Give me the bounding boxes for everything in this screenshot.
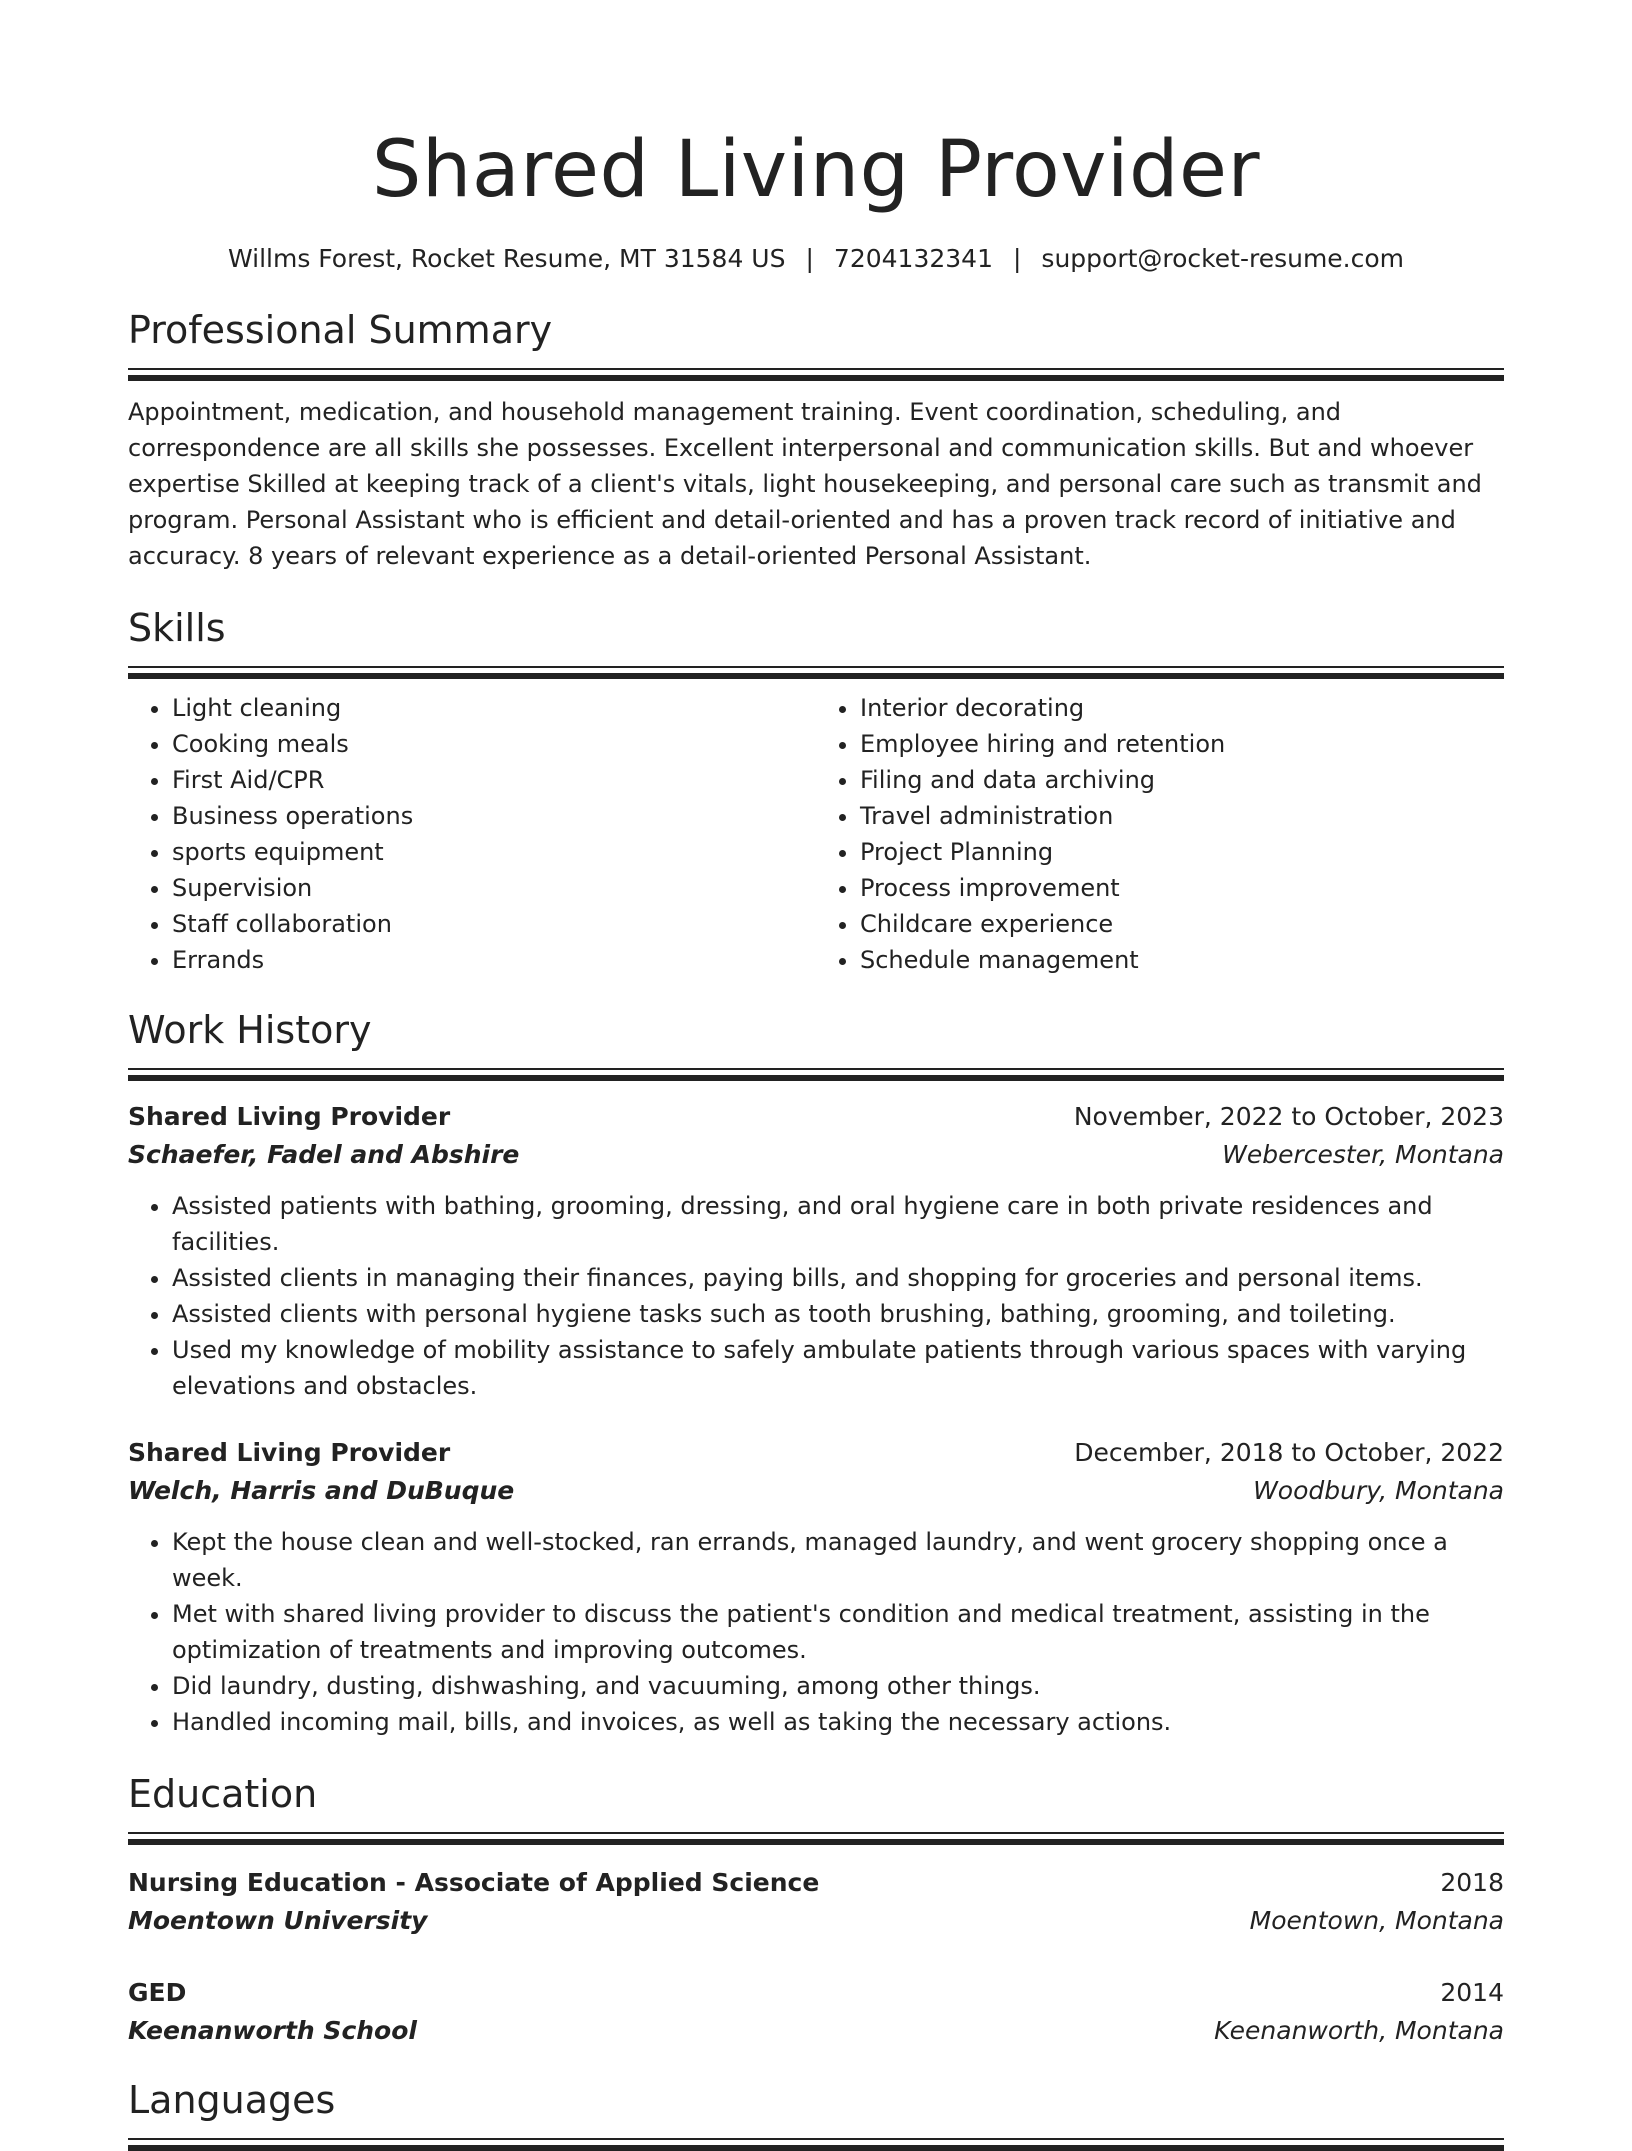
contact-phone: 7204132341	[833, 244, 993, 273]
education-header	[128, 1864, 1504, 1902]
education-subheader	[128, 1902, 1504, 1940]
skills-right-list	[816, 690, 1504, 978]
job-dates: November, 2022 to October, 2023	[1073, 1102, 1504, 1131]
summary-section	[128, 306, 1504, 574]
job-title: Shared Living Provider	[128, 1438, 451, 1467]
education-title: Education	[128, 1772, 318, 1816]
job-dates: December, 2018 to October, 2022	[1074, 1438, 1504, 1467]
section-divider	[128, 2138, 1504, 2150]
skill-item: • Interior decorating	[860, 690, 1504, 726]
education-header	[128, 1974, 1504, 2012]
job-bullets	[128, 1524, 1504, 1740]
education-entry	[128, 1864, 1504, 1940]
skill-item: • Schedule management	[860, 942, 1504, 978]
job-location: Woodbury, Montana	[1253, 1476, 1504, 1505]
job-bullet: • Assisted clients with personal hygiene tasks such as tooth brushing, bathing, grooming, and toileting.	[172, 1296, 1504, 1332]
job-bullet: • Handled incoming mail, bills, and invoices, as well as taking the necessary actions.	[172, 1704, 1504, 1740]
job-bullet: • Used my knowledge of mobility assistance to safely ambulate patients through various spaces with varying elevations and obstacles.	[172, 1332, 1504, 1404]
job-bullet: • Assisted clients in managing their finances, paying bills, and shopping for groceries and personal items.	[172, 1260, 1504, 1296]
job-subheader	[128, 1472, 1504, 1510]
skill-item: • Supervision	[172, 870, 816, 906]
skill-item: • Project Planning	[860, 834, 1504, 870]
education-year: 2014	[1440, 1978, 1504, 2007]
languages-section	[128, 2076, 1504, 2150]
skill-item: • Employee hiring and retention	[860, 726, 1504, 762]
skill-item: • Filing and data archiving	[860, 762, 1504, 798]
skill-item: • Staff collaboration	[172, 906, 816, 942]
contact-separator: |	[1012, 244, 1022, 273]
work-history-section	[128, 1006, 1504, 1740]
skill-item: • First Aid/CPR	[172, 762, 816, 798]
education-degree: GED	[128, 1978, 187, 2007]
job-bullets	[128, 1188, 1504, 1404]
skill-item: • sports equipment	[172, 834, 816, 870]
summary-title: Professional Summary	[128, 308, 553, 352]
education-year: 2018	[1440, 1868, 1504, 1897]
job-bullet: • Kept the house clean and well-stocked, ran errands, managed laundry, and went grocery shopping once a week.	[172, 1524, 1504, 1596]
skills-left-list	[128, 690, 816, 978]
education-school: Keenanworth School	[128, 2016, 417, 2045]
summary-text: Appointment, medication, and household management training. Event coordination, scheduling, and correspondence are all skills she possesses. Excellent interpersonal and communication skills. But and whoever expertise Skilled at keeping track of a client's vitals, light housekeeping, and personal care such as transmit and program. Personal Assistant who is efficient and detail-oriented and has a proven track record of initiative and accuracy. 8 years of relevant experience as a detail-oriented Personal Assistant.	[128, 398, 1482, 570]
skills-title: Skills	[128, 606, 226, 650]
job-bullet: • Assisted patients with bathing, grooming, dressing, and oral hygiene care in both private residences and facilities.	[172, 1188, 1504, 1260]
job-entry	[128, 1434, 1504, 1740]
languages-title: Languages	[128, 2078, 336, 2122]
education-location: Keenanworth, Montana	[1214, 2016, 1504, 2045]
education-section	[128, 1770, 1504, 2050]
skill-item: • Light cleaning	[172, 690, 816, 726]
education-degree: Nursing Education - Associate of Applied Science	[128, 1868, 820, 1897]
contact-address: Willms Forest, Rocket Resume, MT 31584 US	[227, 244, 786, 273]
job-bullet: • Met with shared living provider to discuss the patient's condition and medical treatment, assisting in the optimization of treatments and improving outcomes.	[172, 1596, 1504, 1668]
section-divider	[128, 368, 1504, 380]
job-title: Shared Living Provider	[128, 1102, 451, 1131]
job-company: Schaefer, Fadel and Abshire	[128, 1140, 520, 1169]
job-subheader	[128, 1136, 1504, 1174]
section-divider	[128, 1832, 1504, 1844]
education-location: Moentown, Montana	[1249, 1906, 1504, 1935]
skill-item: • Cooking meals	[172, 726, 816, 762]
candidate-name: Shared Living Provider	[371, 125, 1261, 215]
skill-item: • Travel administration	[860, 798, 1504, 834]
work-history-title: Work History	[128, 1008, 372, 1052]
skills-columns	[128, 690, 1504, 978]
skill-item: • Business operations	[172, 798, 816, 834]
skill-item: • Process improvement	[860, 870, 1504, 906]
contact-separator: |	[805, 244, 814, 273]
job-company: Welch, Harris and DuBuque	[128, 1476, 515, 1505]
job-header	[128, 1098, 1504, 1136]
contact-line	[128, 242, 1504, 276]
education-entry	[128, 1974, 1504, 2050]
contact-email: support@rocket-resume.com	[1041, 244, 1405, 273]
job-bullet: • Did laundry, dusting, dishwashing, and vacuuming, among other things.	[172, 1668, 1504, 1704]
job-entry	[128, 1098, 1504, 1404]
skill-item: • Childcare experience	[860, 906, 1504, 942]
section-divider	[128, 666, 1504, 678]
education-subheader	[128, 2012, 1504, 2050]
job-header	[128, 1434, 1504, 1472]
section-divider	[128, 1068, 1504, 1080]
skills-section	[128, 604, 1504, 978]
job-location: Webercester, Montana	[1222, 1140, 1504, 1169]
education-school: Moentown University	[128, 1906, 428, 1935]
skill-item: • Errands	[172, 942, 816, 978]
